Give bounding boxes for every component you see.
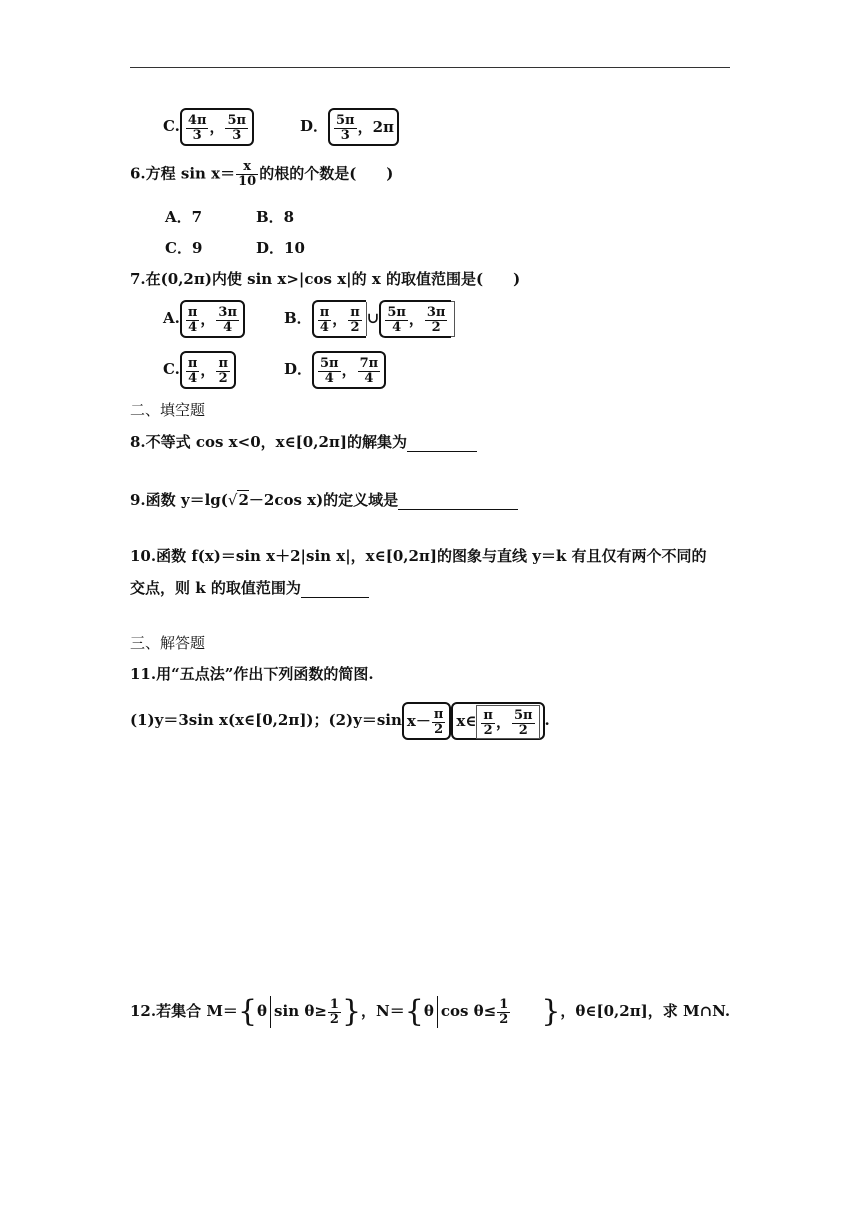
question-9: 9.函数 y＝lg(√2－2cos x)的定义域是 bbox=[130, 489, 518, 510]
q6-option-a: A．7 bbox=[165, 208, 203, 226]
q6-option-c: C．9 bbox=[165, 239, 203, 257]
q7-option-a: A. $\frac{\pi}{4}$ ， $\frac{3\pi}{4}$ bbox=[163, 300, 245, 338]
answer-blank bbox=[407, 431, 477, 452]
q5-option-c: C. $\frac{4\pi}{3}$ ， $\frac{5\pi}{3}$ bbox=[163, 108, 254, 146]
answer-blank bbox=[398, 489, 518, 510]
paren-group: x∈ $\frac{\pi}{2}$ ， $\frac{5\pi}{2}$ bbox=[451, 702, 544, 740]
q7-option-b: B． $\frac{\pi}{4}$ ， $\frac{\pi}{2}$ ∪ $\frac{5\pi}{4}$ ， $\frac{3\pi}{2}$ bbox=[284, 300, 455, 338]
interval-bracket: $\frac{\pi}{2}$ ， $\frac{5\pi}{2}$ bbox=[476, 705, 539, 739]
question-10-line2: 交点，则 k 的取值范围为 bbox=[130, 577, 369, 598]
q6-option-b: B．8 bbox=[256, 208, 295, 226]
section-heading-fill-blank: 二、填空题 bbox=[130, 401, 206, 419]
interval-bracket: $\frac{5\pi}{4}$ ， $\frac{7\pi}{4}$ bbox=[312, 351, 386, 389]
interval-bracket: $\frac{\pi}{4}$ ， $\frac{\pi}{2}$ bbox=[312, 300, 366, 338]
question-12: 12.若集合 M＝{θ sin θ≥ $\frac{1}{2}$ }，N＝{θ cos θ≤ $\frac{1}{2}$ }，θ∈[0,2π]，求 M∩N. bbox=[130, 994, 731, 1029]
question-8: 8.不等式 cos x<0，x∈[0,2π]的解集为 bbox=[130, 431, 477, 452]
interval-bracket: $\frac{\pi}{4}$ ， $\frac{\pi}{2}$ bbox=[180, 351, 236, 389]
question-6: 6.方程 sin x＝ $\frac{x}{10}$ 的根的个数是( ) bbox=[130, 159, 394, 189]
interval-bracket: $\frac{5\pi}{3}$ ，2π bbox=[328, 108, 399, 146]
question-11: 11.用“五点法”作出下列函数的简图. bbox=[130, 665, 374, 683]
q7-option-d: D． $\frac{5\pi}{4}$ ， $\frac{7\pi}{4}$ bbox=[284, 351, 386, 389]
interval-bracket: $\frac{4\pi}{3}$ ， $\frac{5\pi}{3}$ bbox=[180, 108, 254, 146]
section-heading-solutions: 三、解答题 bbox=[130, 634, 206, 652]
paren-group: x－ $\frac{\pi}{2}$ bbox=[402, 702, 451, 740]
q6-option-d: D．10 bbox=[256, 239, 305, 257]
interval-bracket: $\frac{\pi}{4}$ ， $\frac{3\pi}{4}$ bbox=[180, 300, 245, 338]
q5-option-d: D． $\frac{5\pi}{3}$ ，2π bbox=[300, 108, 399, 146]
header-rule bbox=[130, 67, 730, 68]
question-11-parts: (1)y＝3sin x(x∈[0,2π])；(2)y＝sin x－ $\frac{\pi}{2}$ x∈ $\frac{\pi}{2}$ ， $\frac{5\pi}{2}$ . bbox=[130, 702, 550, 740]
question-7: 7.在(0,2π)内使 sin x>|cos x|的 x 的取值范围是( ) bbox=[130, 270, 521, 288]
question-10-line1: 10.函数 f(x)＝sin x＋2|sin x|，x∈[0,2π]的图象与直线 y＝k 有且仅有两个不同的 bbox=[130, 547, 707, 565]
answer-blank bbox=[301, 577, 369, 598]
interval-bracket: $\frac{5\pi}{4}$ ， $\frac{3\pi}{2}$ bbox=[379, 300, 451, 338]
q7-option-c: C. $\frac{\pi}{4}$ ， $\frac{\pi}{2}$ bbox=[163, 351, 236, 389]
